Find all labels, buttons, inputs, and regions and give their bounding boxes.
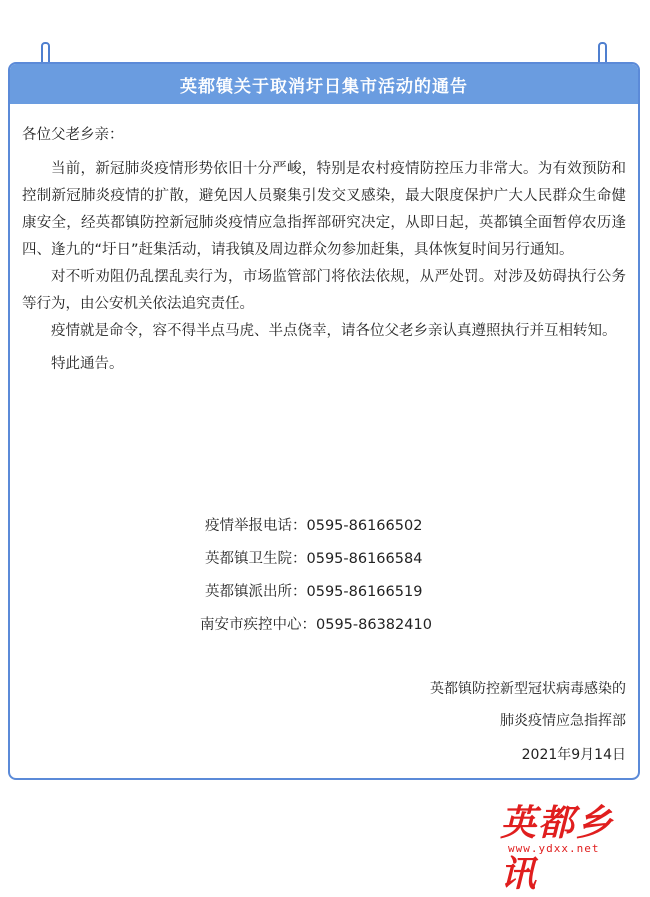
greeting: 各位父老乡亲： [22,127,124,143]
notice-date: 2021年9月14日 [521,747,626,763]
notice-body [22,122,626,378]
contact-health-center: 英都镇卫生院：0595-86166584 [205,551,423,567]
paragraph-1: 当前，新冠肺炎疫情形势依旧十分严峻，特别是农村疫情防控压力非常大。为有效预防和控制新冠肺炎疫情的扩散，避免因人员聚集引发交叉感染，最大限度保护广大人民群众生命健康安全，经英都镇防控新冠肺炎疫情应急指挥部研究决定，从即日起，英都镇全面暂停农历逢四、逢九的“圩日”赶集活动，请我镇及周边群众勿参加赶集，具体恢复时间另行通知。 [22,161,626,258]
notice-title: 英都镇关于取消圩日集市活动的通告 [10,64,638,104]
watermark-logo: 英都乡讯 [500,802,615,895]
closing-line: 特此通告。 [51,356,124,372]
contact-report-phone: 疫情举报电话：0595-86166502 [205,518,423,534]
signature-line-1: 英都镇防控新型冠状病毒感染的 [430,681,626,697]
paragraph-3: 疫情就是命令，容不得半点马虎、半点侥幸，请各位父老乡亲认真遵照执行并互相转知。 [51,323,617,339]
notice-card [8,62,640,780]
paragraph-2: 对不听劝阻仍乱摆乱卖行为，市场监管部门将依法依规，从严处罚。对涉及妨碍执行公务等行为，由公安机关依法追究责任。 [22,269,626,312]
contact-cdc: 南安市疾控中心：0595-86382410 [200,617,432,633]
contact-police-station: 英都镇派出所：0595-86166519 [205,584,423,600]
signature-line-2: 肺炎疫情应急指挥部 [500,713,626,729]
watermark-url: www.ydxx.net [508,842,600,855]
